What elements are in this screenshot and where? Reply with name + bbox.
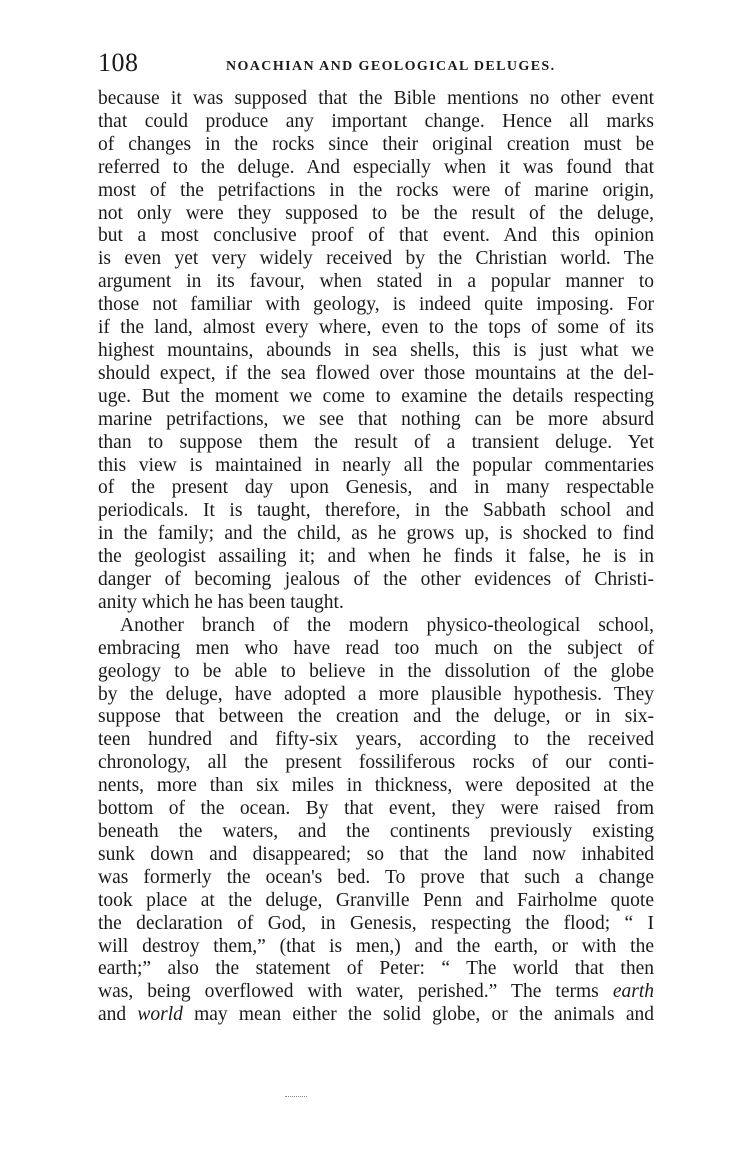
text-line: periodicals. It is taught, therefore, in the Sabbath school and [98,500,654,522]
text-line: nents, more than six miles in thickness, were deposited at the [98,775,654,797]
text-line: was formerly the ocean's bed. To prove that such a change [98,866,654,888]
chapter-title: NOACHIAN AND GEOLOGICAL DELUGES. [226,59,556,74]
text-line: most of the petrifactions in the rocks were of marine origin, [98,179,654,201]
text-line: is even yet very widely received by the Christian world. The [98,248,654,270]
text-line: bottom of the ocean. By that event, they were raised from [98,798,654,820]
text-line: took place at the deluge, Granville Penn and Fairholme quote [98,889,654,911]
text-line: the geologist assailing it; and when he finds it false, he is in [98,546,654,568]
text-line: the declaration of God, in Genesis, respecting the flood; “ I [98,912,654,934]
text-line: suppose that between the creation and the deluge, or in six- [98,706,654,728]
line-text: was, being overflowed with water, perished.” The terms [98,981,613,1003]
text-line: earth;” also the statement of Peter: “ The world that then [98,958,654,980]
text-line: this view is maintained in nearly all the popular commentaries [98,454,654,476]
text-line: Another branch of the modern physico-theological school, [120,614,654,636]
text-line: teen hundred and fifty-six years, according to the received [98,729,654,751]
running-head [98,48,654,88]
text-line [98,981,654,1004]
text-line: of the present day upon Genesis, and in many respectable [98,477,654,499]
page-number: 108 [98,48,139,77]
text-line: sunk down and disappeared; so that the land now inhabited [98,843,654,865]
paragraph-1 [98,88,654,615]
text-line: that could produce any important change. Hence all marks [98,110,654,132]
text-line [98,1004,654,1027]
text-line: should expect, if the sea flowed over those mountains at the del- [98,362,654,384]
text-line: geology to be able to believe in the dissolution of the globe [98,660,654,682]
text-line: uge. But the moment we come to examine the details respecting [98,385,654,407]
book-page [98,48,654,1027]
line-text: and [98,1004,127,1026]
text-line: embracing men who have read too much on the subject of [98,637,654,659]
text-line: than to suppose them the result of a transient deluge. Yet [98,431,654,453]
text-line: marine petrifactions, we see that nothing can be more absurd [98,408,654,430]
text-line: chronology, all the present fossiliferous rocks of our conti- [98,752,654,774]
text-line: beneath the waters, and the continents previously existing [98,821,654,842]
text-line: referred to the deluge. And especially when it was found that [98,156,654,178]
text-line: those not familiar with geology, is indeed quite imposing. For [98,294,654,316]
text-line: but a most conclusive proof of that event. And this opinion [98,225,654,247]
italic-term: world [137,1004,183,1026]
printer-mark [285,1096,307,1101]
italic-term: earth [612,981,654,1003]
paragraph-2 [98,615,654,1027]
text-line: danger of becoming jealous of the other evidences of Christi- [98,569,654,591]
text-line: argument in its favour, when stated in a popular manner to [98,271,654,293]
text-line: anity which he has been taught. [98,591,344,613]
text-line: not only were they supposed to be the result of the deluge, [98,202,654,224]
line-text: may mean either the solid globe, or the animals and [194,1004,655,1026]
text-line: by the deluge, have adopted a more plausible hypothesis. They [98,683,654,705]
text-line: if the land, almost every where, even to the tops of some of its [98,317,654,339]
text-line: of changes in the rocks since their original creation must be [98,133,654,155]
text-line: in the family; and the child, as he grows up, is shocked to find [98,523,654,545]
text-line: highest mountains, abounds in sea shells, this is just what we [98,339,654,361]
text-line: will destroy them,” (that is men,) and the earth, or with the [98,935,654,957]
text-line: because it was supposed that the Bible mentions no other event [98,88,654,109]
